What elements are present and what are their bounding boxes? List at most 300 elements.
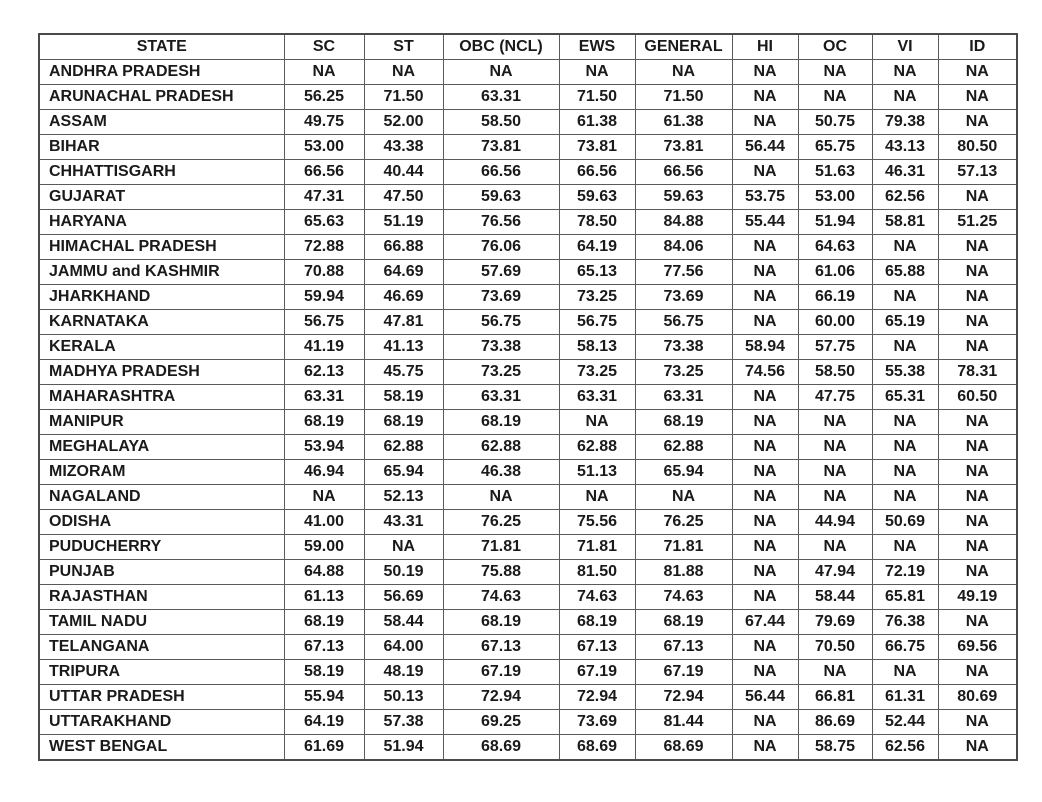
cutoff-cell-hi: NA: [732, 560, 798, 585]
cutoff-cell-ews: 78.50: [559, 210, 635, 235]
cutoff-cell-sc: 68.19: [284, 610, 364, 635]
cutoff-cell-hi: NA: [732, 435, 798, 460]
table-row: [39, 360, 1017, 385]
cutoff-cell-general: 73.81: [635, 135, 732, 160]
table-row: [39, 435, 1017, 460]
table-row: [39, 160, 1017, 185]
cutoff-cell-obc-ncl: 67.13: [443, 635, 559, 660]
cutoff-cell-sc: 72.88: [284, 235, 364, 260]
cutoff-cell-ews: 65.13: [559, 260, 635, 285]
cutoff-cell-ews: 68.19: [559, 610, 635, 635]
cutoff-cell-oc: NA: [798, 410, 872, 435]
state-name-cell: MANIPUR: [39, 410, 284, 435]
cutoff-cell-general: 74.63: [635, 585, 732, 610]
cutoff-cell-obc-ncl: 59.63: [443, 185, 559, 210]
cutoff-cell-obc-ncl: 68.19: [443, 610, 559, 635]
cutoff-cell-oc: 57.75: [798, 335, 872, 360]
cutoff-cell-ews: NA: [559, 485, 635, 510]
cutoff-cell-ews: 51.13: [559, 460, 635, 485]
cutoff-cell-st: 47.81: [364, 310, 443, 335]
cutoff-cell-obc-ncl: 73.81: [443, 135, 559, 160]
cutoff-cell-oc: 47.94: [798, 560, 872, 585]
cutoff-cell-hi: 67.44: [732, 610, 798, 635]
cutoff-cell-vi: 58.81: [872, 210, 938, 235]
cutoff-cell-ews: 75.56: [559, 510, 635, 535]
cutoff-cell-vi: NA: [872, 660, 938, 685]
cutoff-cell-oc: 51.94: [798, 210, 872, 235]
cutoff-cell-hi: NA: [732, 160, 798, 185]
cutoff-cell-hi: 55.44: [732, 210, 798, 235]
table-row: [39, 310, 1017, 335]
cutoff-cell-sc: NA: [284, 485, 364, 510]
cutoff-cell-ews: 61.38: [559, 110, 635, 135]
cutoff-cell-ews: 62.88: [559, 435, 635, 460]
table-row: [39, 560, 1017, 585]
cutoff-cell-general: 66.56: [635, 160, 732, 185]
cutoff-cell-obc-ncl: 56.75: [443, 310, 559, 335]
table-row: [39, 185, 1017, 210]
cutoff-cell-hi: NA: [732, 510, 798, 535]
cutoff-cell-st: 41.13: [364, 335, 443, 360]
cutoff-cell-sc: 59.00: [284, 535, 364, 560]
column-header-oc: OC: [798, 34, 872, 60]
cutoff-cell-oc: 60.00: [798, 310, 872, 335]
cutoff-cell-ews: 74.63: [559, 585, 635, 610]
state-name-cell: ASSAM: [39, 110, 284, 135]
column-header-general: GENERAL: [635, 34, 732, 60]
cutoff-cell-sc: 64.88: [284, 560, 364, 585]
cutoff-cell-oc: 61.06: [798, 260, 872, 285]
table-row: [39, 210, 1017, 235]
cutoff-cell-st: 66.88: [364, 235, 443, 260]
cutoff-cell-hi: 56.44: [732, 135, 798, 160]
cutoff-cell-oc: 44.94: [798, 510, 872, 535]
cutoff-cell-sc: 41.19: [284, 335, 364, 360]
cutoff-cell-id: 78.31: [938, 360, 1017, 385]
cutoff-cell-vi: 65.88: [872, 260, 938, 285]
table-row: [39, 735, 1017, 761]
cutoff-cell-id: NA: [938, 610, 1017, 635]
state-name-cell: ARUNACHAL PRADESH: [39, 85, 284, 110]
state-name-cell: HARYANA: [39, 210, 284, 235]
cutoff-cell-vi: NA: [872, 60, 938, 85]
table-row: [39, 610, 1017, 635]
cutoff-cell-oc: NA: [798, 85, 872, 110]
state-name-cell: UTTARAKHAND: [39, 710, 284, 735]
cutoff-cell-oc: NA: [798, 460, 872, 485]
cutoff-cell-id: NA: [938, 435, 1017, 460]
state-name-cell: BIHAR: [39, 135, 284, 160]
cutoff-cell-vi: NA: [872, 535, 938, 560]
state-name-cell: MIZORAM: [39, 460, 284, 485]
cutoff-cell-oc: 58.44: [798, 585, 872, 610]
table-row: [39, 85, 1017, 110]
cutoff-cell-general: 71.81: [635, 535, 732, 560]
cutoff-cell-st: 43.38: [364, 135, 443, 160]
cutoff-cell-vi: NA: [872, 410, 938, 435]
cutoff-cell-oc: 51.63: [798, 160, 872, 185]
cutoff-cell-obc-ncl: NA: [443, 485, 559, 510]
cutoff-cell-general: 63.31: [635, 385, 732, 410]
cutoff-cell-id: 60.50: [938, 385, 1017, 410]
cutoff-cell-oc: NA: [798, 435, 872, 460]
cutoff-cell-vi: 76.38: [872, 610, 938, 635]
cutoff-cell-ews: 73.25: [559, 285, 635, 310]
state-name-cell: WEST BENGAL: [39, 735, 284, 761]
cutoff-cell-sc: 65.63: [284, 210, 364, 235]
cutoff-cell-ews: 68.69: [559, 735, 635, 761]
cutoff-cell-obc-ncl: 63.31: [443, 85, 559, 110]
cutoff-cell-hi: 56.44: [732, 685, 798, 710]
cutoff-cell-id: NA: [938, 235, 1017, 260]
state-name-cell: HIMACHAL PRADESH: [39, 235, 284, 260]
cutoff-cell-obc-ncl: 63.31: [443, 385, 559, 410]
cutoff-cell-sc: 53.00: [284, 135, 364, 160]
cutoff-cell-oc: 50.75: [798, 110, 872, 135]
cutoff-cell-vi: NA: [872, 460, 938, 485]
cutoff-cell-id: 51.25: [938, 210, 1017, 235]
cutoff-cell-oc: 86.69: [798, 710, 872, 735]
cutoff-cell-sc: 66.56: [284, 160, 364, 185]
table-row: [39, 335, 1017, 360]
cutoff-cell-hi: NA: [732, 660, 798, 685]
cutoff-cell-general: 68.19: [635, 610, 732, 635]
cutoff-cell-hi: NA: [732, 710, 798, 735]
cutoff-cell-id: NA: [938, 260, 1017, 285]
state-name-cell: TAMIL NADU: [39, 610, 284, 635]
cutoff-cell-oc: NA: [798, 660, 872, 685]
cutoff-cell-hi: NA: [732, 635, 798, 660]
cutoff-cell-hi: NA: [732, 60, 798, 85]
state-name-cell: NAGALAND: [39, 485, 284, 510]
cutoff-cell-sc: 62.13: [284, 360, 364, 385]
cutoff-cell-hi: NA: [732, 110, 798, 135]
cutoff-cell-sc: 59.94: [284, 285, 364, 310]
cutoff-cell-id: NA: [938, 335, 1017, 360]
cutoff-cell-sc: 53.94: [284, 435, 364, 460]
cutoff-cell-sc: 61.69: [284, 735, 364, 761]
cutoff-cell-ews: 71.81: [559, 535, 635, 560]
state-name-cell: KARNATAKA: [39, 310, 284, 335]
column-header-state: STATE: [39, 34, 284, 60]
cutoff-cell-sc: 49.75: [284, 110, 364, 135]
cutoff-cell-id: NA: [938, 110, 1017, 135]
cutoff-cell-general: 68.19: [635, 410, 732, 435]
cutoff-cell-st: 46.69: [364, 285, 443, 310]
cutoff-cell-general: 84.06: [635, 235, 732, 260]
cutoff-cell-obc-ncl: 72.94: [443, 685, 559, 710]
cutoff-cell-general: 71.50: [635, 85, 732, 110]
cutoff-cell-general: 67.13: [635, 635, 732, 660]
cutoff-cell-id: NA: [938, 510, 1017, 535]
cutoff-cell-ews: NA: [559, 60, 635, 85]
cutoff-cell-ews: 67.13: [559, 635, 635, 660]
cutoff-cell-id: NA: [938, 735, 1017, 761]
cutoff-cell-id: 69.56: [938, 635, 1017, 660]
column-header-sc: SC: [284, 34, 364, 60]
cutoff-cell-st: 48.19: [364, 660, 443, 685]
table-row: [39, 235, 1017, 260]
cutoff-cell-ews: 71.50: [559, 85, 635, 110]
cutoff-cell-general: 73.38: [635, 335, 732, 360]
cutoff-cell-oc: 70.50: [798, 635, 872, 660]
cutoff-cell-general: 73.69: [635, 285, 732, 310]
state-name-cell: RAJASTHAN: [39, 585, 284, 610]
cutoff-cell-st: 62.88: [364, 435, 443, 460]
cutoff-cell-ews: 58.13: [559, 335, 635, 360]
cutoff-cell-general: NA: [635, 60, 732, 85]
cutoff-cell-ews: 73.25: [559, 360, 635, 385]
cutoff-cell-id: 57.13: [938, 160, 1017, 185]
cutoff-cell-obc-ncl: 76.56: [443, 210, 559, 235]
cutoff-cell-ews: 73.69: [559, 710, 635, 735]
table-row: [39, 260, 1017, 285]
cutoff-cell-id: NA: [938, 460, 1017, 485]
cutoff-cell-st: 52.00: [364, 110, 443, 135]
cutoff-cell-ews: 73.81: [559, 135, 635, 160]
cutoff-cell-obc-ncl: 69.25: [443, 710, 559, 735]
state-name-cell: MEGHALAYA: [39, 435, 284, 460]
column-header-obc-ncl: OBC (NCL): [443, 34, 559, 60]
table-row: [39, 660, 1017, 685]
cutoff-cell-id: NA: [938, 535, 1017, 560]
cutoff-cell-vi: 50.69: [872, 510, 938, 535]
cutoff-cell-st: 64.69: [364, 260, 443, 285]
cutoff-cell-hi: NA: [732, 460, 798, 485]
cutoff-cell-general: 81.88: [635, 560, 732, 585]
cutoff-cell-st: 68.19: [364, 410, 443, 435]
state-name-cell: JHARKHAND: [39, 285, 284, 310]
cutoff-cell-id: NA: [938, 285, 1017, 310]
table-row: [39, 410, 1017, 435]
cutoff-cell-vi: 55.38: [872, 360, 938, 385]
cutoff-cell-hi: NA: [732, 260, 798, 285]
cutoff-cell-general: 84.88: [635, 210, 732, 235]
table-row: [39, 285, 1017, 310]
column-header-hi: HI: [732, 34, 798, 60]
cutoff-cell-obc-ncl: 66.56: [443, 160, 559, 185]
state-name-cell: MAHARASHTRA: [39, 385, 284, 410]
column-header-vi: VI: [872, 34, 938, 60]
cutoff-cell-hi: NA: [732, 735, 798, 761]
cutoff-cell-hi: NA: [732, 410, 798, 435]
cutoff-cell-general: 56.75: [635, 310, 732, 335]
cutoff-cell-oc: 66.19: [798, 285, 872, 310]
cutoff-cell-general: 61.38: [635, 110, 732, 135]
cutoff-cell-general: 81.44: [635, 710, 732, 735]
cutoff-cell-ews: 66.56: [559, 160, 635, 185]
table-row: [39, 510, 1017, 535]
cutoff-cell-general: 73.25: [635, 360, 732, 385]
cutoff-cell-obc-ncl: 75.88: [443, 560, 559, 585]
cutoff-cell-obc-ncl: NA: [443, 60, 559, 85]
cutoff-cell-oc: 47.75: [798, 385, 872, 410]
cutoff-cell-hi: 53.75: [732, 185, 798, 210]
cutoff-cell-st: 47.50: [364, 185, 443, 210]
cutoff-cell-oc: 58.75: [798, 735, 872, 761]
cutoff-cell-ews: 64.19: [559, 235, 635, 260]
cutoff-cell-sc: 64.19: [284, 710, 364, 735]
cutoff-cell-st: 45.75: [364, 360, 443, 385]
cutoff-cell-hi: NA: [732, 285, 798, 310]
column-header-ews: EWS: [559, 34, 635, 60]
cutoff-cell-oc: 66.81: [798, 685, 872, 710]
cutoff-cell-vi: 65.31: [872, 385, 938, 410]
cutoff-cell-general: NA: [635, 485, 732, 510]
cutoff-cell-vi: 46.31: [872, 160, 938, 185]
table-row: [39, 585, 1017, 610]
cutoff-cell-sc: 55.94: [284, 685, 364, 710]
cutoff-cell-st: 51.19: [364, 210, 443, 235]
cutoff-cell-general: 59.63: [635, 185, 732, 210]
cutoff-cell-vi: 79.38: [872, 110, 938, 135]
cutoff-cell-sc: 41.00: [284, 510, 364, 535]
cutoff-cell-obc-ncl: 58.50: [443, 110, 559, 135]
cutoff-cell-vi: 65.19: [872, 310, 938, 335]
cutoff-cell-vi: 72.19: [872, 560, 938, 585]
cutoff-cell-st: 64.00: [364, 635, 443, 660]
cutoff-cell-hi: NA: [732, 310, 798, 335]
cutoff-cell-st: 58.44: [364, 610, 443, 635]
table-body: [39, 60, 1017, 761]
cutoff-cell-st: 65.94: [364, 460, 443, 485]
cutoff-cell-id: 80.69: [938, 685, 1017, 710]
cutoff-cell-sc: 46.94: [284, 460, 364, 485]
cutoff-cell-id: NA: [938, 185, 1017, 210]
cutoff-cell-oc: 58.50: [798, 360, 872, 385]
cutoff-cell-id: 49.19: [938, 585, 1017, 610]
cutoff-cell-vi: 52.44: [872, 710, 938, 735]
cutoff-cell-st: 58.19: [364, 385, 443, 410]
table-row: [39, 710, 1017, 735]
cutoff-cell-obc-ncl: 76.25: [443, 510, 559, 535]
cutoff-cell-id: NA: [938, 310, 1017, 335]
cutoff-cell-hi: NA: [732, 235, 798, 260]
cutoff-cell-sc: 67.13: [284, 635, 364, 660]
cutoff-cell-hi: NA: [732, 385, 798, 410]
cutoff-cell-vi: 62.56: [872, 735, 938, 761]
table-row: [39, 460, 1017, 485]
cutoff-cell-id: NA: [938, 60, 1017, 85]
cutoff-cell-sc: 63.31: [284, 385, 364, 410]
cutoff-cell-sc: 56.25: [284, 85, 364, 110]
cutoff-cell-obc-ncl: 46.38: [443, 460, 559, 485]
cutoff-cell-id: NA: [938, 660, 1017, 685]
cutoff-cell-id: 80.50: [938, 135, 1017, 160]
cutoff-cell-st: 52.13: [364, 485, 443, 510]
cutoff-cell-hi: NA: [732, 485, 798, 510]
cutoff-cell-vi: 66.75: [872, 635, 938, 660]
cutoff-cell-oc: 79.69: [798, 610, 872, 635]
cutoff-cell-obc-ncl: 73.69: [443, 285, 559, 310]
cutoff-cell-sc: 61.13: [284, 585, 364, 610]
cutoff-cell-sc: 68.19: [284, 410, 364, 435]
cutoff-cell-general: 77.56: [635, 260, 732, 285]
cutoff-cell-general: 72.94: [635, 685, 732, 710]
cutoff-cell-id: NA: [938, 410, 1017, 435]
cutoff-cell-oc: NA: [798, 60, 872, 85]
cutoff-cell-sc: 47.31: [284, 185, 364, 210]
state-name-cell: ANDHRA PRADESH: [39, 60, 284, 85]
cutoff-cell-obc-ncl: 73.25: [443, 360, 559, 385]
cutoff-cell-obc-ncl: 71.81: [443, 535, 559, 560]
cutoff-cell-hi: 74.56: [732, 360, 798, 385]
cutoff-cell-st: 43.31: [364, 510, 443, 535]
cutoff-cell-obc-ncl: 73.38: [443, 335, 559, 360]
cutoff-cell-vi: 61.31: [872, 685, 938, 710]
cutoff-cell-ews: 56.75: [559, 310, 635, 335]
cutoff-cell-ews: 72.94: [559, 685, 635, 710]
cutoff-cell-obc-ncl: 76.06: [443, 235, 559, 260]
cutoff-cell-st: NA: [364, 535, 443, 560]
cutoff-cell-oc: 65.75: [798, 135, 872, 160]
cutoff-cell-id: NA: [938, 485, 1017, 510]
cutoff-cell-st: 50.13: [364, 685, 443, 710]
header-row: [39, 34, 1017, 60]
cutoff-cell-st: 51.94: [364, 735, 443, 761]
state-name-cell: GUJARAT: [39, 185, 284, 210]
cutoff-cell-vi: NA: [872, 435, 938, 460]
table-row: [39, 110, 1017, 135]
column-header-id: ID: [938, 34, 1017, 60]
cutoff-cell-ews: 63.31: [559, 385, 635, 410]
state-name-cell: JAMMU and KASHMIR: [39, 260, 284, 285]
cutoff-cell-obc-ncl: 68.19: [443, 410, 559, 435]
state-name-cell: PUNJAB: [39, 560, 284, 585]
cutoff-cell-general: 67.19: [635, 660, 732, 685]
cutoff-table-container: [38, 33, 1018, 761]
cutoff-cell-vi: 62.56: [872, 185, 938, 210]
table-row: [39, 535, 1017, 560]
table-row: [39, 635, 1017, 660]
cutoff-cell-hi: 58.94: [732, 335, 798, 360]
table-row: [39, 485, 1017, 510]
cutoff-cell-sc: 70.88: [284, 260, 364, 285]
cutoff-cell-st: 50.19: [364, 560, 443, 585]
cutoff-cell-oc: NA: [798, 535, 872, 560]
cutoff-cell-general: 68.69: [635, 735, 732, 761]
cutoff-cell-hi: NA: [732, 85, 798, 110]
state-name-cell: TRIPURA: [39, 660, 284, 685]
cutoff-cell-st: 71.50: [364, 85, 443, 110]
cutoff-cell-id: NA: [938, 85, 1017, 110]
state-name-cell: UTTAR PRADESH: [39, 685, 284, 710]
cutoff-cell-sc: 58.19: [284, 660, 364, 685]
cutoff-cell-obc-ncl: 67.19: [443, 660, 559, 685]
cutoff-cell-vi: NA: [872, 285, 938, 310]
cutoff-cell-st: NA: [364, 60, 443, 85]
cutoff-cell-obc-ncl: 74.63: [443, 585, 559, 610]
cutoff-cell-st: 40.44: [364, 160, 443, 185]
cutoff-cell-ews: 67.19: [559, 660, 635, 685]
state-cutoff-table: [38, 33, 1018, 761]
cutoff-cell-obc-ncl: 68.69: [443, 735, 559, 761]
cutoff-cell-st: 57.38: [364, 710, 443, 735]
cutoff-cell-sc: NA: [284, 60, 364, 85]
state-name-cell: PUDUCHERRY: [39, 535, 284, 560]
table-row: [39, 685, 1017, 710]
cutoff-cell-ews: 59.63: [559, 185, 635, 210]
cutoff-cell-st: 56.69: [364, 585, 443, 610]
cutoff-cell-vi: NA: [872, 85, 938, 110]
table-row: [39, 385, 1017, 410]
cutoff-cell-oc: 53.00: [798, 185, 872, 210]
cutoff-cell-oc: NA: [798, 485, 872, 510]
column-header-st: ST: [364, 34, 443, 60]
cutoff-cell-obc-ncl: 57.69: [443, 260, 559, 285]
cutoff-cell-ews: 81.50: [559, 560, 635, 585]
cutoff-cell-general: 62.88: [635, 435, 732, 460]
